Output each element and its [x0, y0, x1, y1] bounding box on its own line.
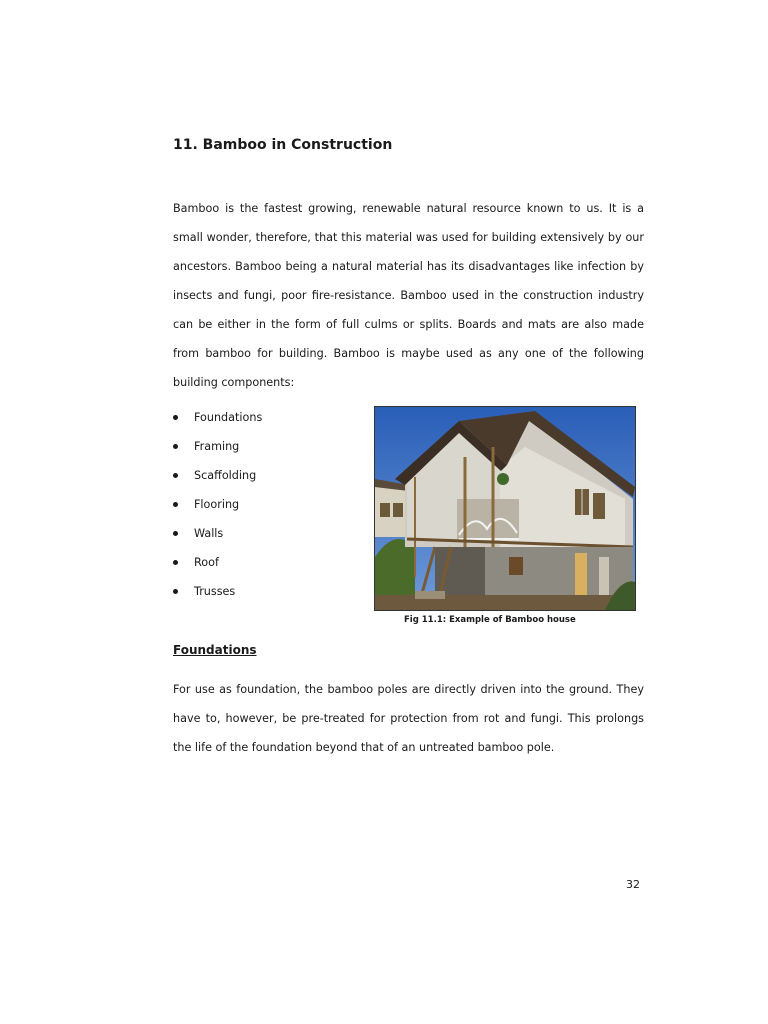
- intro-paragraph: Bamboo is the fastest growing, renewable natural resource known to us. It is a small wonder, therefore, that this material was used for building extensively by our ancestors. Bamboo being a natural material has its disadvantages like infection by insects and fungi, poor fire-resistance. Bamboo used in the construction industry can be either in the form of full culms or splits. Boards and mats are also made from bamboo for building. Bamboo is maybe used as any one of the following building components:: [173, 202, 644, 389]
- list-item-label: Flooring: [194, 498, 240, 511]
- list-item-label: Trusses: [194, 585, 236, 598]
- foundations-heading: Foundations: [173, 643, 257, 657]
- component-list: [173, 403, 262, 606]
- page-number: 32: [626, 878, 640, 891]
- list-item-label: Framing: [194, 440, 240, 453]
- bamboo-house-photo: [374, 406, 636, 611]
- list-item-label: Roof: [194, 556, 219, 569]
- bullet-icon: [173, 473, 178, 478]
- list-item: [173, 432, 262, 461]
- bullet-icon: [173, 531, 178, 536]
- bullet-icon: [173, 589, 178, 594]
- foundations-paragraph: For use as foundation, the bamboo poles are directly driven into the ground. They have to, however, be pre-treated for protection from rot and fungi. This prolongs the life of the foundation beyond that of an untreated bamboo pole.: [173, 683, 644, 754]
- bullet-icon: [173, 415, 178, 420]
- list-item: [173, 577, 262, 606]
- list-item: [173, 461, 262, 490]
- list-item: [173, 519, 262, 548]
- list-item-label: Scaffolding: [194, 469, 257, 482]
- section-heading: 11. Bamboo in Construction: [173, 137, 393, 153]
- list-item-label: Foundations: [194, 411, 263, 424]
- list-item: [173, 548, 262, 577]
- bullet-icon: [173, 444, 178, 449]
- list-item: [173, 490, 262, 519]
- bullet-icon: [173, 502, 178, 507]
- figure-caption: Fig 11.1: Example of Bamboo house: [404, 615, 576, 625]
- list-item-label: Walls: [194, 527, 224, 540]
- bullet-icon: [173, 560, 178, 565]
- list-item: [173, 403, 262, 432]
